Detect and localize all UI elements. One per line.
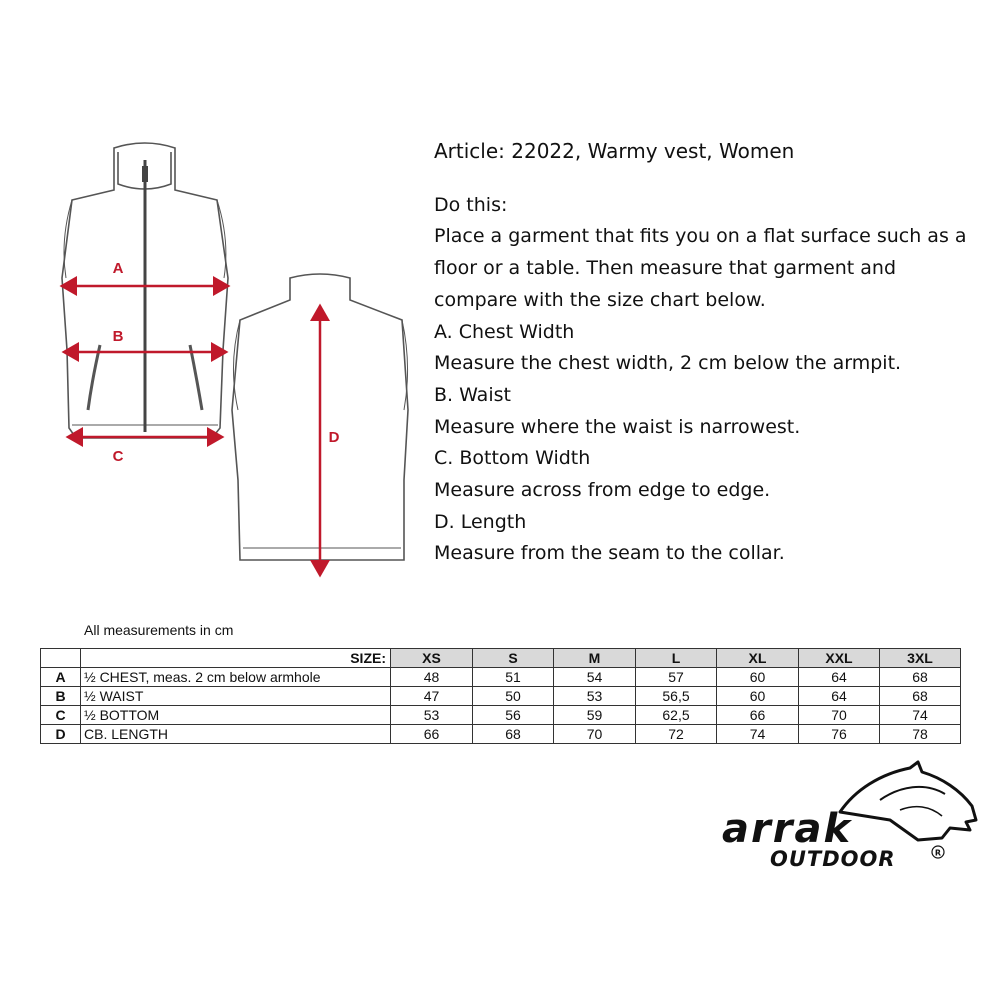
brand-subtitle: OUTDOOR [770,847,896,871]
table-cell: 70 [799,706,880,725]
table-cell: 76 [799,725,880,744]
intro-text: Place a garment that fits you on a flat surface such as a floor or a table. Then measure that garment and compare with the size chart below. [434,225,967,311]
table-cell: 47 [391,687,473,706]
step-a-heading: A. Chest Width [434,320,575,343]
table-cell: 60 [717,687,799,706]
measure-a-label: A [112,260,124,277]
table-cell: 64 [799,687,880,706]
step-b-heading: B. Waist [434,383,511,406]
table-cell: 74 [717,725,799,744]
table-cell: 74 [880,706,961,725]
registered-mark: R [934,848,942,858]
table-cell: 53 [391,706,473,725]
size-chart-table [40,648,961,744]
table-cell: 68 [880,668,961,687]
header-size-label: SIZE: [81,649,391,668]
table-cell: 48 [391,668,473,687]
step-c-text: Measure across from edge to edge. [434,479,771,502]
header-size: XXL [799,649,880,668]
right-pocket [190,345,202,410]
header-size: S [473,649,554,668]
table-cell: 54 [554,668,636,687]
row-description: ½ WAIST [81,687,391,706]
header-size: XS [391,649,473,668]
table-cell: 56 [473,706,554,725]
table-cell: 70 [554,725,636,744]
husky-head-icon [840,762,976,840]
table-cell: 66 [391,725,473,744]
table-cell: 68 [473,725,554,744]
table-cell: 64 [799,668,880,687]
vest-measurement-figure [0,0,420,600]
header-size: M [554,649,636,668]
row-code: A [41,668,81,687]
row-code: D [41,725,81,744]
table-cell: 51 [473,668,554,687]
header-blank-cell [41,649,81,668]
measurement-unit-note: All measurements in cm [84,622,234,638]
arrak-outdoor-logo [720,760,982,872]
table-cell: 68 [880,687,961,706]
table-cell: 78 [880,725,961,744]
step-b-text: Measure where the waist is narrowest. [434,415,801,438]
intro-heading: Do this: [434,193,508,216]
brand-name: arrak [722,806,853,852]
table-row [41,668,961,687]
measure-b-label: B [112,328,124,345]
measure-d-label: D [328,429,340,446]
row-description: ½ BOTTOM [81,706,391,725]
table-cell: 66 [717,706,799,725]
table-row [41,725,961,744]
table-header-row [41,649,961,668]
row-description: CB. LENGTH [81,725,391,744]
left-pocket [88,345,100,410]
step-a-text: Measure the chest width, 2 cm below the armpit. [434,352,902,375]
table-cell: 59 [554,706,636,725]
row-code: B [41,687,81,706]
table-cell: 72 [636,725,717,744]
header-size: 3XL [880,649,961,668]
table-cell: 53 [554,687,636,706]
table-cell: 56,5 [636,687,717,706]
article-title: Article: 22022, Warmy vest, Women [434,139,795,163]
header-size: XL [717,649,799,668]
table-cell: 50 [473,687,554,706]
table-cell: 60 [717,668,799,687]
table-row [41,706,961,725]
instructions-block [434,136,974,570]
header-size: L [636,649,717,668]
row-code: C [41,706,81,725]
step-d-text: Measure from the seam to the collar. [434,542,785,565]
step-c-heading: C. Bottom Width [434,447,591,470]
table-cell: 57 [636,668,717,687]
row-description: ½ CHEST, meas. 2 cm below armhole [81,668,391,687]
zipper-pull [142,166,148,182]
measure-c-label: C [112,448,124,465]
table-cell: 62,5 [636,706,717,725]
table-row [41,687,961,706]
step-d-heading: D. Length [434,510,527,533]
